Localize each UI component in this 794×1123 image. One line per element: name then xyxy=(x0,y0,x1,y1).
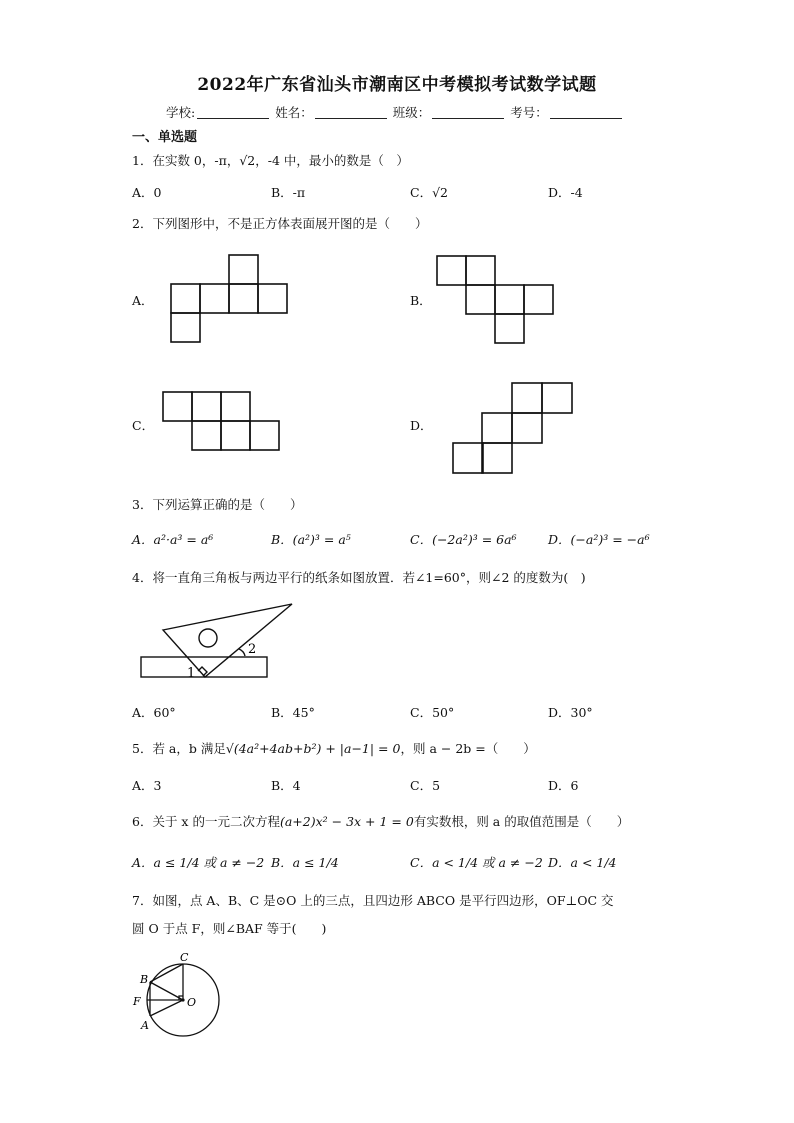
q6-option-a[interactable]: A．a ≤ 1/4 或 a ≠ −2 xyxy=(132,855,265,870)
angle-1-label: 1 xyxy=(187,666,196,681)
student-info-line xyxy=(166,103,624,121)
question-1-stem: 1．在实数 0，-π，√2，-4 中，最小的数是（ ） xyxy=(132,153,409,168)
q1-option-a[interactable]: A．0 xyxy=(132,185,162,200)
paper-strip xyxy=(141,657,267,677)
q6-option-c[interactable]: C．a < 1/4 或 a ≠ −2 xyxy=(410,855,543,870)
q6-option-d[interactable]: D．a < 1/4 xyxy=(548,855,617,870)
q2-option-c[interactable]: C． xyxy=(132,418,155,433)
q6-equation: (a+2)x² − 3x + 1 = 0 xyxy=(279,814,414,829)
question-6-stem xyxy=(132,812,629,830)
q6-stem-part1: 6．关于 x 的一元二次方程 xyxy=(132,814,280,829)
set-square-hole xyxy=(199,629,217,647)
q5-option-d[interactable]: D．6 xyxy=(548,778,579,793)
q4-option-c[interactable]: C．50° xyxy=(410,705,455,720)
q5-stem-part2: ，则 a − 2b =（ ） xyxy=(400,741,536,756)
point-c-label: C xyxy=(180,951,189,964)
point-o-label: O xyxy=(187,996,197,1009)
angle-2-label: 2 xyxy=(248,642,257,657)
q4-option-a[interactable]: A．60° xyxy=(132,705,176,720)
class-label: 班级： xyxy=(392,105,431,120)
number-label: 考号： xyxy=(510,105,548,120)
point-f-label: F xyxy=(133,995,141,1008)
cube-net-a xyxy=(160,250,300,350)
school-blank[interactable] xyxy=(197,106,269,119)
q2-option-d[interactable]: D． xyxy=(410,418,433,433)
name-label: 姓名： xyxy=(275,105,313,120)
q4-option-b[interactable]: B．45° xyxy=(271,705,315,720)
set-square xyxy=(163,604,292,677)
q1-option-b[interactable]: B．-π xyxy=(271,185,306,200)
cube-net-b xyxy=(430,250,570,350)
q7-circle-figure xyxy=(130,948,230,1043)
name-blank[interactable] xyxy=(315,106,387,119)
question-7-stem: 7．如图，点 A、B、C 是⊙O 上的三点，且四边形 ABCO 是平行四边形，OF⊥OC 交 xyxy=(132,893,614,908)
q3-option-d[interactable]: D．(−a²)³ = −a⁶ xyxy=(548,532,650,547)
school-label: 学校: xyxy=(166,105,196,120)
point-a-label: A xyxy=(141,1019,149,1032)
q3-option-a[interactable]: A．a²·a³ = a⁶ xyxy=(132,532,214,547)
section-heading: 一、单选题 xyxy=(132,130,198,145)
cube-net-d xyxy=(445,375,580,480)
q5-option-b[interactable]: B．4 xyxy=(271,778,301,793)
class-blank[interactable] xyxy=(432,106,504,119)
question-2-stem: 2．下列图形中，不是正方体表面展开图的是（ ） xyxy=(132,216,428,231)
q3-option-c[interactable]: C．(−2a²)³ = 6a⁶ xyxy=(410,532,517,547)
question-5-stem xyxy=(132,739,536,757)
q6-option-b[interactable]: B．a ≤ 1/4 xyxy=(271,855,339,870)
q3-option-b[interactable]: B．(a²)³ = a⁵ xyxy=(271,532,351,547)
page-title: 2022年广东省汕头市潮南区中考模拟考试数学试题 xyxy=(197,75,597,95)
q4-triangle-figure xyxy=(135,595,300,685)
point-b-label: B xyxy=(140,973,149,986)
q6-stem-part2: 有实数根，则 a 的取值范围是（ ） xyxy=(413,814,630,829)
q5-option-a[interactable]: A．3 xyxy=(132,778,162,793)
q5-stem-part1: 5．若 a，b 满足 xyxy=(132,741,226,756)
question-3-stem: 3．下列运算正确的是（ ） xyxy=(132,497,303,512)
cube-net-c xyxy=(155,385,295,460)
q1-option-d[interactable]: D．-4 xyxy=(548,185,583,200)
question-7-stem-line2: 圆 O 于点 F，则∠BAF 等于( ) xyxy=(132,921,327,936)
q5-equation: √(4a²+4ab+b²) + |a−1| = 0 xyxy=(225,741,401,756)
q5-option-c[interactable]: C．5 xyxy=(410,778,441,793)
q2-option-a[interactable]: A． xyxy=(132,293,154,308)
q1-option-c[interactable]: C．√2 xyxy=(410,185,448,200)
number-blank[interactable] xyxy=(550,106,622,119)
q2-option-b[interactable]: B． xyxy=(410,293,432,308)
q4-option-d[interactable]: D．30° xyxy=(548,705,593,720)
question-4-stem: 4．将一直角三角板与两边平行的纸条如图放置．若∠1=60°，则∠2 的度数为( ) xyxy=(132,570,586,585)
